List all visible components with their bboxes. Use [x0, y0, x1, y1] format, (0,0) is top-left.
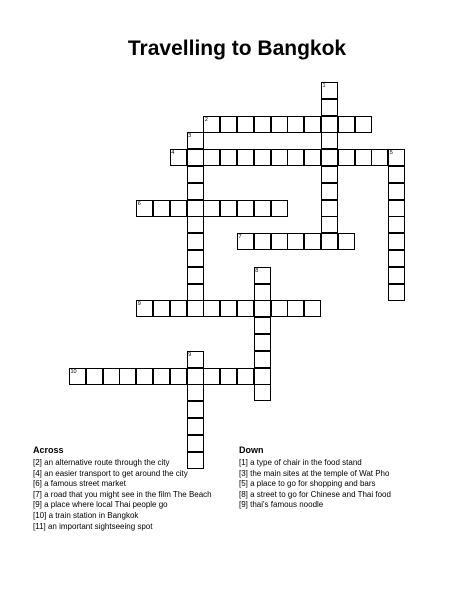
- grid-cell[interactable]: [254, 351, 271, 368]
- across-clue: [6] a famous street market: [33, 479, 126, 489]
- grid-cell[interactable]: [271, 116, 288, 133]
- grid-cell[interactable]: [254, 300, 271, 317]
- grid-cell[interactable]: [355, 149, 372, 166]
- grid-cell[interactable]: [388, 284, 405, 301]
- across-heading: Across: [33, 445, 64, 455]
- grid-cell[interactable]: [187, 200, 204, 217]
- grid-cell[interactable]: [388, 200, 405, 217]
- grid-cell[interactable]: [304, 116, 321, 133]
- grid-cell[interactable]: [321, 183, 338, 200]
- grid-cell[interactable]: [136, 368, 153, 385]
- grid-cell[interactable]: [187, 284, 204, 301]
- grid-cell[interactable]: [355, 116, 372, 133]
- grid-cell[interactable]: [170, 200, 187, 217]
- clue-number: 2: [204, 116, 208, 123]
- grid-cell[interactable]: [220, 368, 237, 385]
- down-clue: [9] thai's famous noodle: [239, 500, 324, 510]
- grid-cell[interactable]: [338, 149, 355, 166]
- grid-cell[interactable]: [388, 216, 405, 233]
- across-clue: [11] an important sightseeing spot: [33, 521, 153, 531]
- grid-cell[interactable]: [321, 116, 338, 133]
- grid-cell[interactable]: [187, 368, 204, 385]
- grid-cell[interactable]: [254, 116, 271, 133]
- grid-cell[interactable]: [187, 216, 204, 233]
- grid-cell[interactable]: [338, 233, 355, 250]
- clue-number: 4: [171, 150, 175, 157]
- grid-cell[interactable]: [321, 200, 338, 217]
- grid-cell[interactable]: [254, 334, 271, 351]
- clue-number: 7: [238, 234, 242, 241]
- grid-cell[interactable]: [237, 149, 254, 166]
- grid-cell[interactable]: [287, 300, 304, 317]
- grid-cell[interactable]: [254, 368, 271, 385]
- grid-cell[interactable]: [170, 300, 187, 317]
- grid-cell[interactable]: [254, 384, 271, 401]
- grid-cell[interactable]: [237, 200, 254, 217]
- grid-cell[interactable]: [271, 300, 288, 317]
- clue-number: 5: [389, 150, 393, 157]
- clue-number: 9: [137, 301, 141, 308]
- grid-cell[interactable]: [237, 116, 254, 133]
- grid-cell[interactable]: [187, 233, 204, 250]
- grid-cell[interactable]: [187, 149, 204, 166]
- grid-cell[interactable]: [187, 401, 204, 418]
- grid-cell[interactable]: [220, 300, 237, 317]
- grid-cell[interactable]: [203, 368, 220, 385]
- grid-cell[interactable]: [254, 233, 271, 250]
- grid-cell[interactable]: [187, 183, 204, 200]
- grid-cell[interactable]: [287, 116, 304, 133]
- grid-cell[interactable]: [170, 368, 187, 385]
- across-clues: [33, 444, 253, 532]
- grid-cell[interactable]: [237, 368, 254, 385]
- grid-cell[interactable]: [371, 149, 388, 166]
- across-clue: [4] an easier transport to get around the city: [33, 468, 188, 478]
- grid-cell[interactable]: [254, 284, 271, 301]
- clue-number: 10: [70, 368, 77, 375]
- grid-cell[interactable]: [103, 368, 120, 385]
- down-clue: [8] a street to go for Chinese and Thai food: [239, 489, 391, 499]
- down-clue: [5] a place to go for shopping and bars: [239, 479, 376, 489]
- clue-number: 9: [188, 351, 192, 358]
- grid-cell[interactable]: [321, 149, 338, 166]
- grid-cell[interactable]: [119, 368, 136, 385]
- grid-cell[interactable]: [220, 200, 237, 217]
- grid-cell[interactable]: [153, 368, 170, 385]
- page-title: Travelling to Bangkok: [127, 37, 347, 60]
- grid-cell[interactable]: [388, 267, 405, 284]
- grid-cell[interactable]: [187, 300, 204, 317]
- clue-number: 8: [255, 267, 259, 274]
- grid-cell[interactable]: [321, 166, 338, 183]
- grid-cell[interactable]: [153, 300, 170, 317]
- grid-cell[interactable]: [254, 200, 271, 217]
- grid-cell[interactable]: [304, 149, 321, 166]
- down-clues: [239, 444, 459, 511]
- grid-cell[interactable]: [388, 166, 405, 183]
- grid-cell[interactable]: [203, 149, 220, 166]
- grid-cell[interactable]: [187, 267, 204, 284]
- across-clue: [9] a place where local Thai people go: [33, 500, 168, 510]
- grid-cell[interactable]: [338, 116, 355, 133]
- grid-cell[interactable]: [321, 233, 338, 250]
- grid-cell[interactable]: [304, 233, 321, 250]
- clue-number: 1: [322, 83, 326, 89]
- across-clue: [7] a road that you might see in the film The Beach: [33, 489, 212, 499]
- grid-cell[interactable]: [271, 149, 288, 166]
- grid-cell[interactable]: [153, 200, 170, 217]
- grid-cell[interactable]: [187, 418, 204, 435]
- grid-cell[interactable]: [203, 200, 220, 217]
- grid-cell[interactable]: [271, 200, 288, 217]
- clue-number: 6: [137, 200, 141, 207]
- grid-cell[interactable]: [203, 300, 220, 317]
- grid-cell[interactable]: [271, 233, 288, 250]
- down-clue: [1] a type of chair in the food stand: [239, 458, 362, 467]
- down-heading: Down: [239, 445, 264, 455]
- down-clue: [3] the main sites at the temple of Wat Pho: [239, 468, 390, 478]
- grid-cell[interactable]: [388, 183, 405, 200]
- grid-cell[interactable]: [237, 300, 254, 317]
- grid-cell[interactable]: [187, 250, 204, 267]
- grid-cell[interactable]: [321, 216, 338, 233]
- grid-cell[interactable]: [187, 166, 204, 183]
- clue-number: 3: [188, 133, 192, 140]
- grid-cell[interactable]: [187, 384, 204, 401]
- grid-cell[interactable]: [304, 300, 321, 317]
- across-clue: [10] a train station in Bangkok: [33, 510, 139, 520]
- grid-cell[interactable]: [388, 233, 405, 250]
- grid-cell[interactable]: [254, 317, 271, 334]
- grid-cell[interactable]: [287, 149, 304, 166]
- grid-cell[interactable]: [388, 250, 405, 267]
- across-clue: [2] an alternative route through the city: [33, 458, 170, 467]
- grid-cell[interactable]: [220, 149, 237, 166]
- grid-cell[interactable]: [321, 99, 338, 116]
- grid-cell[interactable]: [321, 132, 338, 149]
- grid-cell[interactable]: [287, 233, 304, 250]
- grid-cell[interactable]: [254, 149, 271, 166]
- grid-cell[interactable]: [86, 368, 103, 385]
- grid-cell[interactable]: [220, 116, 237, 133]
